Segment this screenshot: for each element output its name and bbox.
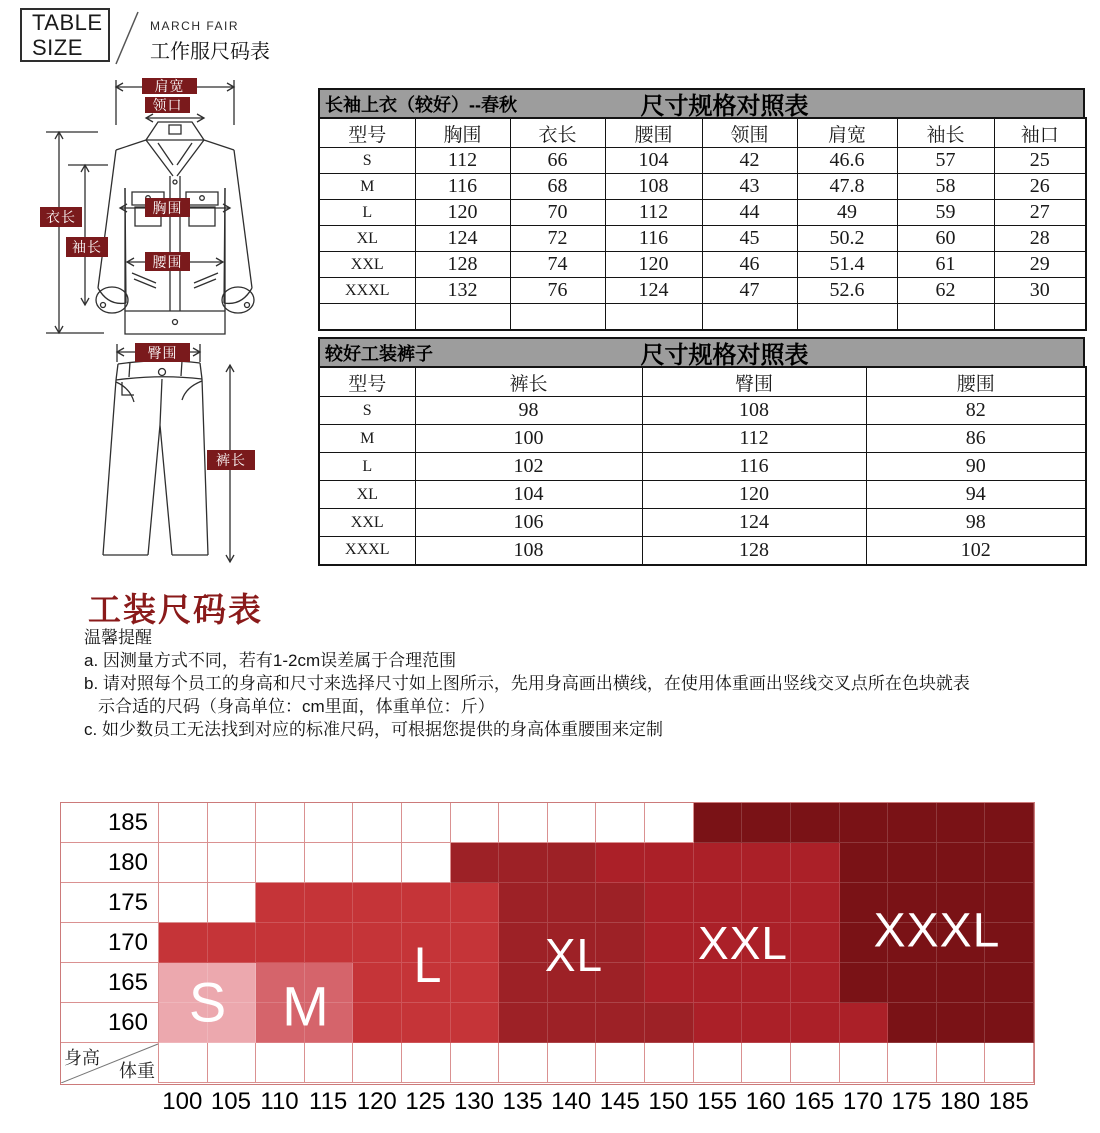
table-cell: XXXL — [319, 278, 415, 304]
chart-cell — [499, 1003, 548, 1043]
axis-spacer — [60, 1088, 158, 1116]
table-cell: 66 — [510, 148, 605, 174]
table-header-cell: 袖长 — [897, 118, 994, 148]
table-cell: 108 — [415, 537, 642, 565]
chart-cell — [402, 1003, 451, 1043]
weight-label: 165 — [794, 1088, 835, 1115]
chart-cell — [888, 1003, 937, 1043]
table-row — [319, 148, 1086, 174]
jacket-table-header-bar — [318, 88, 1085, 120]
height-label: 175 — [61, 883, 159, 923]
chart-cell — [742, 1003, 791, 1043]
chart-cell — [402, 843, 451, 883]
table-cell: 46 — [702, 252, 797, 278]
table-cell: 26 — [994, 174, 1086, 200]
table-cell: 52.6 — [797, 278, 897, 304]
table-cell: 58 — [897, 174, 994, 200]
table-row — [319, 252, 1086, 278]
table-cell: 102 — [866, 537, 1086, 565]
chart-cell — [208, 803, 257, 843]
spec-table — [318, 366, 1087, 566]
weight-label: 130 — [453, 1088, 494, 1115]
table-cell: 98 — [415, 397, 642, 425]
table-cell: 74 — [510, 252, 605, 278]
chart-cell — [256, 803, 305, 843]
chart-cell — [596, 883, 645, 923]
table-cell — [605, 304, 702, 330]
chart-cell — [694, 1043, 743, 1083]
table-cell: 82 — [866, 397, 1086, 425]
chart-cell — [208, 1043, 257, 1083]
page-title: 工作服尺码表 — [150, 41, 270, 63]
table-cell: 47.8 — [797, 174, 897, 200]
table-cell: 124 — [605, 278, 702, 304]
pants-table-title: 较好工装裤子 — [325, 343, 433, 364]
chart-cell — [596, 803, 645, 843]
table-cell: 120 — [605, 252, 702, 278]
chart-cell — [694, 1003, 743, 1043]
spec-table — [318, 117, 1087, 331]
table-cell: M — [319, 174, 415, 200]
table-cell: 28 — [994, 226, 1086, 252]
weight-label: 120 — [356, 1088, 397, 1115]
chart-cell — [694, 843, 743, 883]
table-cell: 100 — [415, 425, 642, 453]
weight-label: 175 — [891, 1088, 932, 1115]
table-row — [319, 226, 1086, 252]
chart-cell — [256, 883, 305, 923]
table-header-cell: 腰围 — [866, 367, 1086, 397]
header-title-line1: TABLE — [32, 10, 103, 35]
chart-cell — [256, 843, 305, 883]
pants-table-subtitle: 尺寸规格对照表 — [640, 342, 809, 369]
table-cell: XL — [319, 481, 415, 509]
size-region-label: L — [413, 937, 443, 993]
dim-label-chest: 胸围 — [145, 198, 190, 217]
weight-label: 105 — [210, 1088, 251, 1115]
notes-block — [84, 626, 970, 741]
dim-label-shoulder: 肩宽 — [142, 78, 197, 94]
chart-cell — [159, 843, 208, 883]
table-cell — [994, 304, 1086, 330]
chart-cell — [645, 843, 694, 883]
size-region-label: S — [188, 970, 228, 1034]
table-header-cell: 裤长 — [415, 367, 642, 397]
chart-cell — [985, 1043, 1034, 1083]
table-row — [319, 509, 1086, 537]
chart-cell — [402, 1043, 451, 1083]
chart-cell — [840, 1043, 889, 1083]
table-cell: 112 — [415, 148, 510, 174]
table-cell: 72 — [510, 226, 605, 252]
size-heatmap-chart — [60, 802, 1035, 1085]
table-header-cell: 型号 — [319, 367, 415, 397]
section-heading: 工装尺码表 — [88, 591, 263, 628]
chart-cell — [742, 1043, 791, 1083]
table-header-cell: 领围 — [702, 118, 797, 148]
chart-cell — [645, 1003, 694, 1043]
table-cell — [897, 304, 994, 330]
table-cell — [415, 304, 510, 330]
chart-cell — [499, 963, 548, 1003]
chart-cell — [208, 883, 257, 923]
chart-cell — [499, 1043, 548, 1083]
chart-cell — [596, 1043, 645, 1083]
chart-cell — [937, 963, 986, 1003]
chart-cell — [937, 1003, 986, 1043]
chart-cell — [596, 1003, 645, 1043]
note-line: 示合适的尺码（身高单位：cm里面，体重单位：斤） — [98, 697, 495, 716]
height-label: 170 — [61, 923, 159, 963]
table-cell: 57 — [897, 148, 994, 174]
jacket-table-subtitle: 尺寸规格对照表 — [640, 93, 809, 120]
table-cell: 104 — [415, 481, 642, 509]
table-cell: 50.2 — [797, 226, 897, 252]
chart-cell — [208, 843, 257, 883]
table-header-cell: 胸围 — [415, 118, 510, 148]
chart-cell — [888, 1043, 937, 1083]
table-cell: 106 — [415, 509, 642, 537]
size-region-label: M — [282, 974, 330, 1038]
table-cell: 132 — [415, 278, 510, 304]
chart-cell — [985, 803, 1034, 843]
chart-cell — [159, 923, 208, 963]
height-label: 165 — [61, 963, 159, 1003]
chart-cell — [451, 803, 500, 843]
table-cell: XXL — [319, 509, 415, 537]
table-cell: 59 — [897, 200, 994, 226]
chart-cell — [353, 1043, 402, 1083]
size-region-label: XL — [544, 929, 604, 981]
slash-icon — [108, 8, 144, 66]
dim-label-collar: 领口 — [145, 97, 190, 113]
table-cell: 47 — [702, 278, 797, 304]
note-line: b. 请对照每个员工的身高和尺寸来选择尺寸如上图所示，先用身高画出横线，在使用体重画出竖线交叉点所在色块就表 — [84, 674, 970, 693]
table-cell: 76 — [510, 278, 605, 304]
table-cell: 42 — [702, 148, 797, 174]
table-cell: 124 — [642, 509, 866, 537]
chart-cell — [451, 1043, 500, 1083]
chart-cell — [840, 803, 889, 843]
chart-cell — [937, 843, 986, 883]
chart-cell — [548, 803, 597, 843]
chart-cell — [159, 1043, 208, 1083]
chart-cell — [159, 803, 208, 843]
table-cell: 128 — [415, 252, 510, 278]
table-cell: S — [319, 397, 415, 425]
chart-cell — [645, 1043, 694, 1083]
table-cell — [702, 304, 797, 330]
axis-corner-cell — [61, 1043, 159, 1083]
jacket-size-table — [318, 88, 1085, 331]
brand-text: MARCH FAIR — [150, 19, 240, 33]
chart-cell — [937, 803, 986, 843]
y-axis-label: 身高 — [64, 1048, 100, 1068]
table-cell: 90 — [866, 453, 1086, 481]
chart-cell — [791, 923, 840, 963]
weight-label: 115 — [309, 1088, 348, 1115]
weight-label: 145 — [599, 1088, 640, 1115]
table-header-cell: 型号 — [319, 118, 415, 148]
table-header-cell: 腰围 — [605, 118, 702, 148]
chart-cell — [305, 843, 354, 883]
table-cell: 98 — [866, 509, 1086, 537]
chart-cell — [791, 1043, 840, 1083]
weight-label: 150 — [648, 1088, 689, 1115]
x-axis-label: 体重 — [119, 1061, 155, 1081]
chart-cell — [596, 963, 645, 1003]
chart-cell — [645, 923, 694, 963]
chart-cell — [985, 843, 1034, 883]
weight-label: 110 — [260, 1088, 299, 1115]
table-cell: 112 — [605, 200, 702, 226]
chart-cell — [451, 963, 500, 1003]
height-label: 180 — [61, 843, 159, 883]
table-row — [319, 174, 1086, 200]
weight-label: 185 — [988, 1088, 1029, 1115]
chart-cell — [548, 883, 597, 923]
table-cell: 108 — [642, 397, 866, 425]
chart-cell — [353, 843, 402, 883]
table-cell: 116 — [642, 453, 866, 481]
chart-cell — [645, 883, 694, 923]
table-cell: 102 — [415, 453, 642, 481]
dim-label-hip: 臀围 — [135, 343, 190, 362]
chart-cell — [791, 883, 840, 923]
size-region-label: XXXL — [873, 904, 1001, 958]
table-cell: 29 — [994, 252, 1086, 278]
note-line: a. 因测量方式不同，若有1-2cm误差属于合理范围 — [84, 651, 457, 670]
chart-cell — [791, 1003, 840, 1043]
table-cell: XL — [319, 226, 415, 252]
chart-cell — [791, 963, 840, 1003]
table-row — [319, 453, 1086, 481]
table-cell: 62 — [897, 278, 994, 304]
note-line: c. 如少数员工无法找到对应的标准尺码，可根据您提供的身高体重腰围来定制 — [84, 720, 663, 739]
table-cell: 30 — [994, 278, 1086, 304]
header-title-line2: SIZE — [32, 35, 83, 60]
height-label: 160 — [61, 1003, 159, 1043]
dim-label-waist: 腰围 — [145, 252, 190, 271]
chart-cell — [840, 963, 889, 1003]
table-cell — [797, 304, 897, 330]
table-cell: 46.6 — [797, 148, 897, 174]
chart-cell — [451, 883, 500, 923]
weight-label: 100 — [162, 1088, 203, 1115]
table-cell: 45 — [702, 226, 797, 252]
table-header-cell: 臀围 — [642, 367, 866, 397]
table-cell: 86 — [866, 425, 1086, 453]
weight-label: 160 — [745, 1088, 786, 1115]
table-row — [319, 397, 1086, 425]
weight-label: 155 — [697, 1088, 738, 1115]
chart-cell — [548, 1003, 597, 1043]
chart-cell — [596, 843, 645, 883]
table-header-cell: 衣长 — [510, 118, 605, 148]
table-cell: 25 — [994, 148, 1086, 174]
table-cell: M — [319, 425, 415, 453]
chart-cell — [256, 923, 305, 963]
table-cell: 104 — [605, 148, 702, 174]
dim-label-length: 衣长 — [40, 207, 82, 227]
table-header-cell: 袖口 — [994, 118, 1086, 148]
dim-label-pants-length: 裤长 — [207, 450, 255, 470]
table-row — [319, 481, 1086, 509]
table-row — [319, 304, 1086, 330]
weight-label: 170 — [842, 1088, 883, 1115]
table-cell: XXXL — [319, 537, 415, 565]
size-region-label: XXL — [698, 917, 788, 969]
chart-cell — [840, 843, 889, 883]
table-cell: L — [319, 200, 415, 226]
chart-cell — [791, 843, 840, 883]
chart-cell — [256, 1043, 305, 1083]
table-cell: 68 — [510, 174, 605, 200]
chart-cell — [451, 1003, 500, 1043]
table-cell: 116 — [605, 226, 702, 252]
table-cell: 124 — [415, 226, 510, 252]
chart-cell — [353, 923, 402, 963]
pants-diagram — [70, 332, 320, 572]
weight-label: 140 — [551, 1088, 592, 1115]
table-cell: 60 — [897, 226, 994, 252]
table-cell: 51.4 — [797, 252, 897, 278]
chart-cell — [305, 883, 354, 923]
notes-title: 温馨提醒 — [84, 628, 152, 647]
chart-cell — [888, 843, 937, 883]
chart-cell — [353, 803, 402, 843]
weight-axis-labels — [60, 1088, 1033, 1116]
table-header-row — [319, 367, 1086, 397]
table-cell: L — [319, 453, 415, 481]
pants-size-table — [318, 337, 1085, 566]
chart-cell — [596, 923, 645, 963]
table-cell: XXL — [319, 252, 415, 278]
chart-cell — [888, 963, 937, 1003]
chart-cell — [353, 963, 402, 1003]
chart-cell — [353, 883, 402, 923]
jacket-table-title: 长袖上衣（较好）--春秋 — [325, 94, 517, 115]
chart-cell — [937, 1043, 986, 1083]
table-row — [319, 425, 1086, 453]
chart-cell — [451, 923, 500, 963]
weight-label: 125 — [405, 1088, 446, 1115]
table-cell: 27 — [994, 200, 1086, 226]
chart-cell — [305, 1043, 354, 1083]
chart-cell — [548, 1043, 597, 1083]
chart-cell — [451, 843, 500, 883]
table-cell: 49 — [797, 200, 897, 226]
chart-cell — [402, 803, 451, 843]
weight-label: 180 — [940, 1088, 981, 1115]
table-header-cell: 肩宽 — [797, 118, 897, 148]
table-cell: 44 — [702, 200, 797, 226]
table-cell: 61 — [897, 252, 994, 278]
chart-cell — [499, 883, 548, 923]
height-label: 185 — [61, 803, 159, 843]
chart-cell — [305, 803, 354, 843]
table-cell: 120 — [642, 481, 866, 509]
chart-cell — [645, 963, 694, 1003]
pants-table-header-bar — [318, 337, 1085, 369]
dim-label-sleeve: 袖长 — [66, 237, 108, 257]
table-cell: 112 — [642, 425, 866, 453]
chart-cell — [888, 803, 937, 843]
table-cell: 43 — [702, 174, 797, 200]
weight-label: 135 — [502, 1088, 543, 1115]
chart-cell — [402, 883, 451, 923]
table-cell: 116 — [415, 174, 510, 200]
table-cell: 128 — [642, 537, 866, 565]
table-row — [319, 200, 1086, 226]
chart-cell — [742, 803, 791, 843]
chart-cell — [208, 923, 257, 963]
header-logo-box — [20, 8, 110, 62]
table-row — [319, 278, 1086, 304]
chart-cell — [499, 843, 548, 883]
table-cell — [510, 304, 605, 330]
table-cell: S — [319, 148, 415, 174]
table-row — [319, 537, 1086, 565]
chart-cell — [159, 883, 208, 923]
chart-cell — [840, 1003, 889, 1043]
chart-cell — [353, 1003, 402, 1043]
chart-cell — [499, 803, 548, 843]
table-cell: 120 — [415, 200, 510, 226]
table-cell: 94 — [866, 481, 1086, 509]
table-cell: 108 — [605, 174, 702, 200]
chart-cell — [645, 803, 694, 843]
table-cell — [319, 304, 415, 330]
chart-cell — [985, 963, 1034, 1003]
table-cell: 70 — [510, 200, 605, 226]
chart-cell — [305, 923, 354, 963]
chart-cell — [985, 1003, 1034, 1043]
chart-cell — [791, 803, 840, 843]
chart-cell — [694, 803, 743, 843]
chart-cell — [742, 843, 791, 883]
chart-cell — [548, 843, 597, 883]
chart-cell — [499, 923, 548, 963]
table-header-row — [319, 118, 1086, 148]
